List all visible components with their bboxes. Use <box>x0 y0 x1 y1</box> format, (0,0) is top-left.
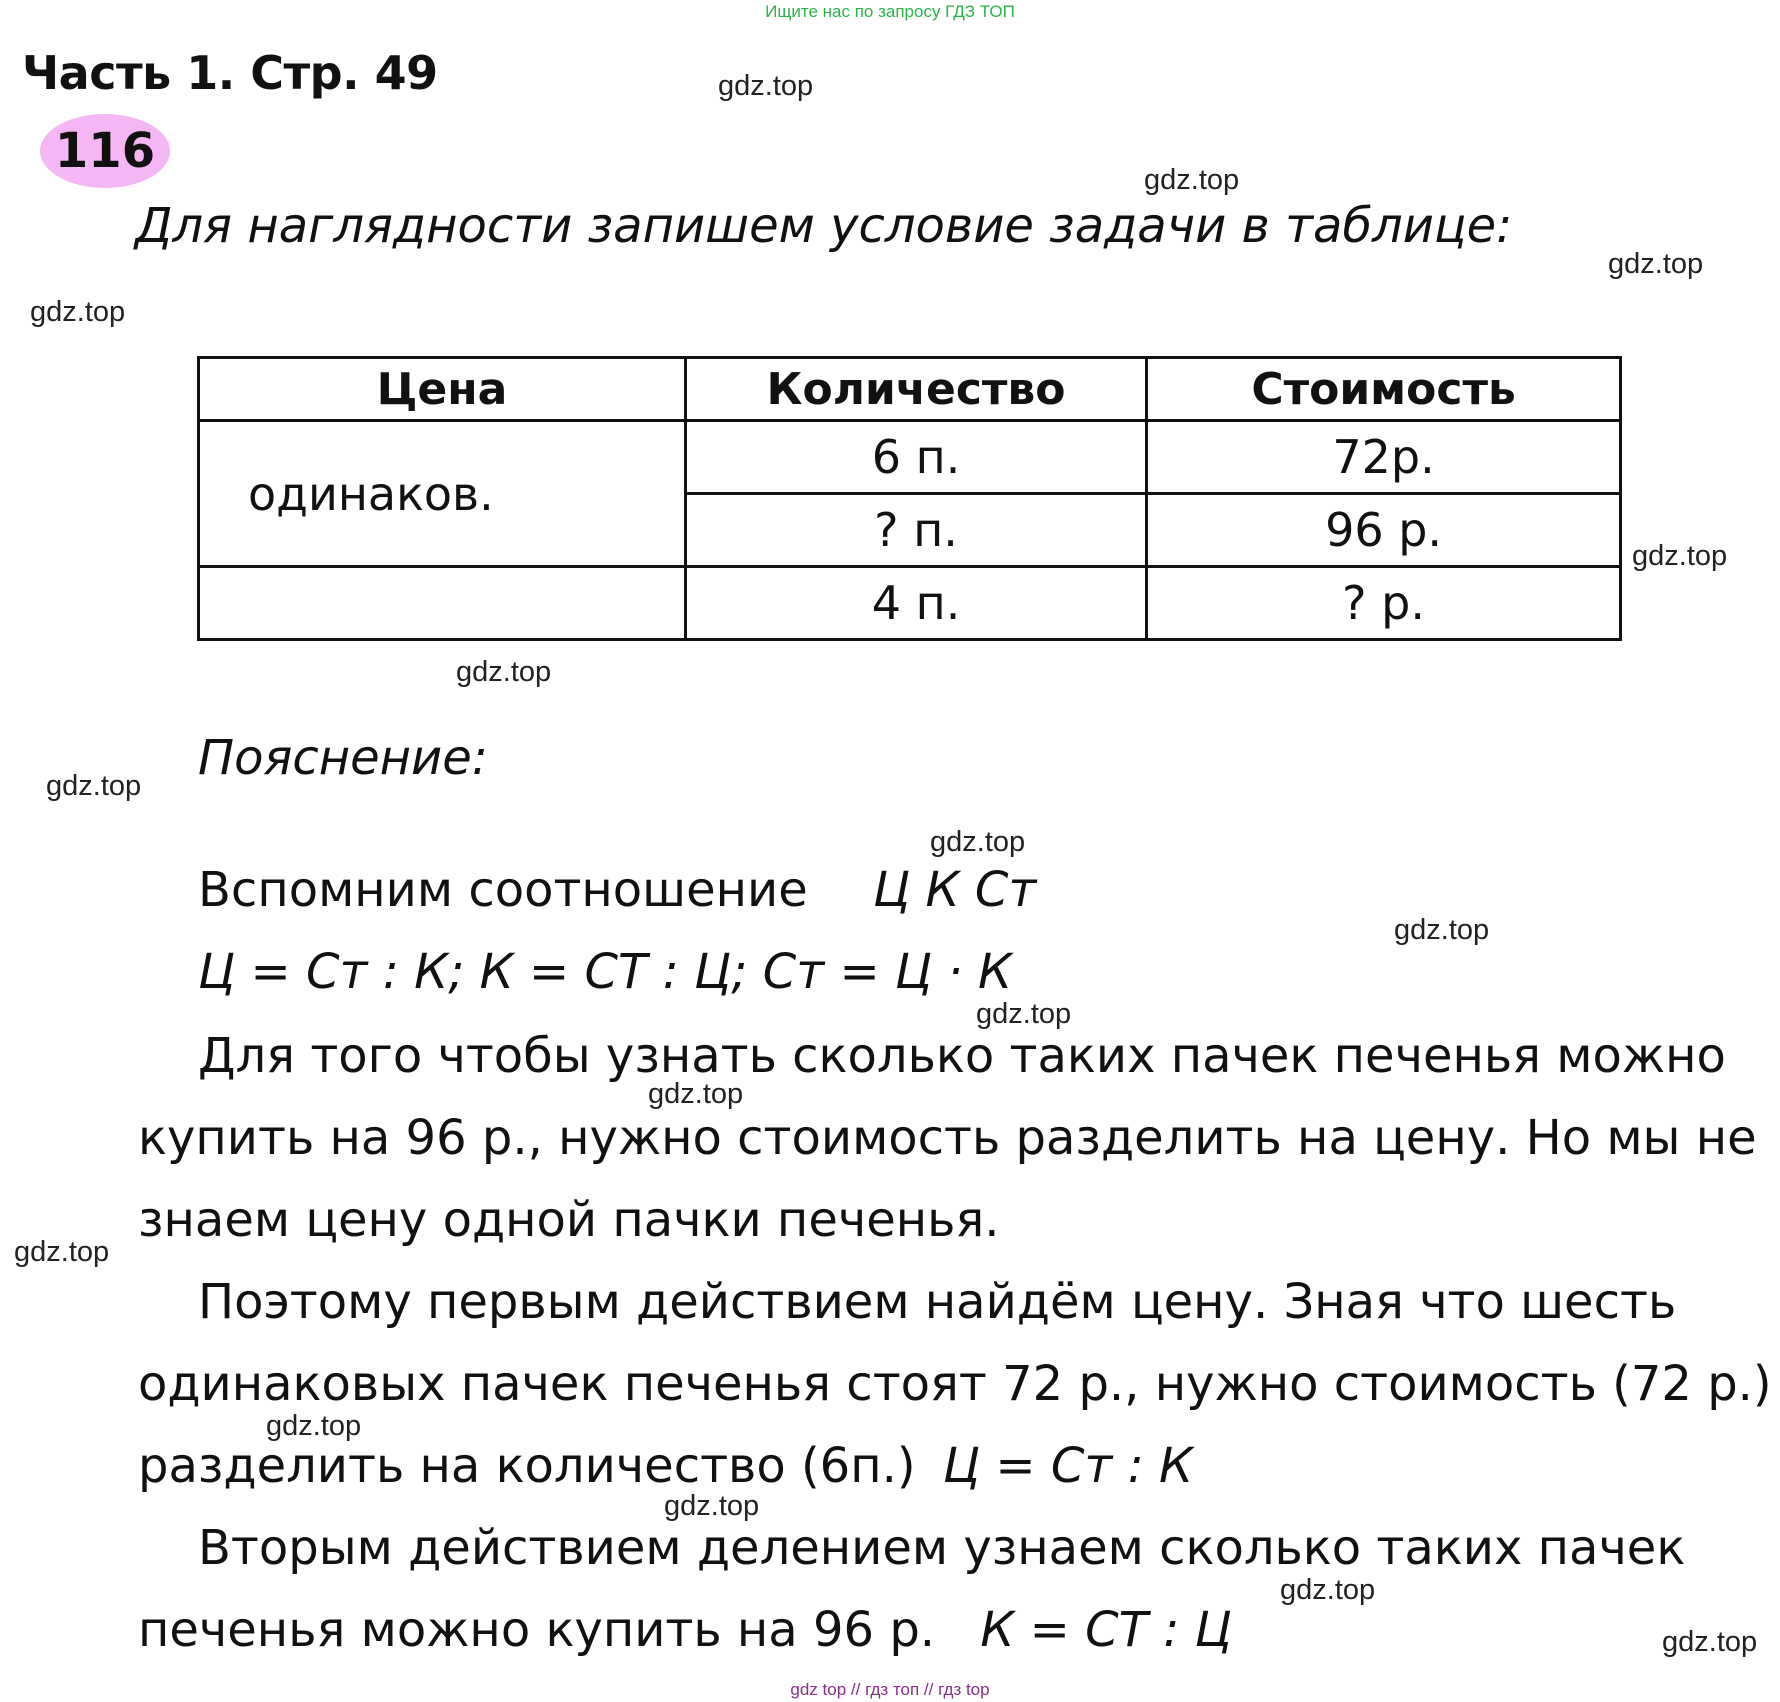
paragraph-line <box>138 1602 1232 1658</box>
recall-text: Вспомним соотношение <box>198 862 808 918</box>
quantity-cell: ? п. <box>685 494 1146 567</box>
footer-links: gdz top // гдз топ // гдз top <box>790 1680 990 1699</box>
price-formula: Ц = Ст : К <box>942 1438 1194 1494</box>
recall-formula: Ц К Ст <box>873 862 1037 918</box>
quantity-cell: 4 п. <box>685 567 1146 640</box>
paragraph-line: Для того чтобы узнать сколько таких пачек печенья можно <box>198 1028 1726 1084</box>
paragraph-line: знаем цену одной пачки печенья. <box>138 1192 1000 1248</box>
watermark: gdz.top <box>664 1490 760 1522</box>
watermark: gdz.top <box>1662 1626 1758 1658</box>
watermark: gdz.top <box>1632 540 1728 572</box>
table-row <box>199 567 1621 640</box>
paragraph-line: одинаковых пачек печенья стоят 72 р., нужно стоимость (72 р.) <box>138 1356 1772 1412</box>
watermark: gdz.top <box>976 998 1072 1030</box>
paragraph-text: разделить на количество (6п.) <box>138 1438 916 1494</box>
formulas-line: Ц = Ст : К; К = СТ : Ц; Ст = Ц · К <box>198 944 1013 1000</box>
header-cost: Стоимость <box>1147 358 1621 421</box>
watermark: gdz.top <box>46 770 142 802</box>
watermark: gdz.top <box>14 1236 110 1268</box>
watermark: gdz.top <box>1144 164 1240 196</box>
empty-price-cell <box>199 567 686 640</box>
header-price: Цена <box>199 358 686 421</box>
watermark: gdz.top <box>30 296 126 328</box>
top-banner: Ищите нас по запросу ГДЗ ТОП <box>765 2 1015 21</box>
recall-line <box>198 862 1036 918</box>
page-title: Часть 1. Стр. 49 <box>22 46 438 100</box>
paragraph-line: Вторым действием делением узнаем сколько таких пачек <box>198 1520 1686 1576</box>
quantity-formula: К = СТ : Ц <box>980 1602 1232 1658</box>
price-same-cell: одинаков. <box>199 421 686 567</box>
task-number-badge: 116 <box>40 114 170 188</box>
paragraph-line: купить на 96 р., нужно стоимость разделить на цену. Но мы не <box>138 1110 1757 1166</box>
paragraph-text: печенья можно купить на 96 р. <box>138 1602 936 1658</box>
watermark: gdz.top <box>1280 1574 1376 1606</box>
watermark: gdz.top <box>930 826 1026 858</box>
watermark: gdz.top <box>456 656 552 688</box>
paragraph-line: Поэтому первым действием найдём цену. Зная что шесть <box>198 1274 1677 1330</box>
explanation-title: Пояснение: <box>198 730 488 786</box>
table-header-row <box>199 358 1621 421</box>
watermark: gdz.top <box>718 70 814 102</box>
watermark: gdz.top <box>1394 914 1490 946</box>
table-row <box>199 421 1621 494</box>
watermark: gdz.top <box>266 1410 362 1442</box>
intro-text: Для наглядности запишем условие задачи в таблице: <box>135 198 1513 254</box>
paragraph-line <box>138 1438 1193 1494</box>
task-table <box>197 356 1622 641</box>
cost-cell: ? р. <box>1147 567 1621 640</box>
header-quantity: Количество <box>685 358 1146 421</box>
watermark: gdz.top <box>648 1078 744 1110</box>
cost-cell: 72р. <box>1147 421 1621 494</box>
watermark: gdz.top <box>1608 248 1704 280</box>
quantity-cell: 6 п. <box>685 421 1146 494</box>
cost-cell: 96 р. <box>1147 494 1621 567</box>
